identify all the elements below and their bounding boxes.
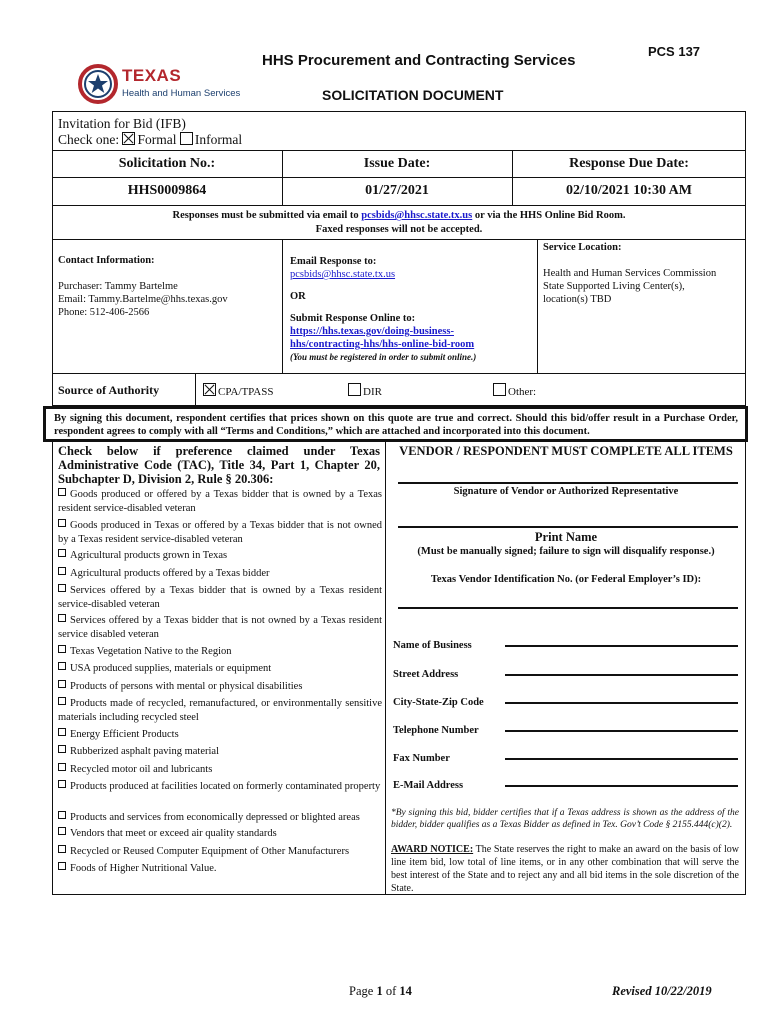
business-name-input[interactable] [505, 645, 738, 647]
pref-checkbox[interactable] [58, 680, 66, 688]
check-one-row [58, 132, 242, 148]
pref-checkbox[interactable] [58, 519, 66, 527]
street-address-label: Street Address [393, 669, 459, 680]
preference-item[interactable]: Services offered by a Texas bidder that is not owned by a Texas resident service disabled veteran [58, 615, 382, 640]
authority-label: Source of Authority [58, 383, 160, 397]
telephone-input[interactable] [505, 730, 738, 732]
city-state-zip-label: City-State-Zip Code [393, 697, 484, 708]
email-response-block [290, 255, 535, 364]
tvid-line[interactable] [398, 607, 738, 609]
formal-label: Formal [137, 132, 177, 147]
preference-item[interactable]: Foods of Higher Nutritional Value. [58, 862, 382, 876]
preference-heading: Check below if preference claimed under Texas Administrative Code (TAC), Title 34, Part 1, Chapter 20, Subchapter D, Division 2, Rule § 20.306: [58, 444, 380, 486]
email-input[interactable] [505, 785, 738, 787]
document-subtitle: SOLICITATION DOCUMENT [322, 87, 504, 103]
print-name-line[interactable] [398, 526, 738, 528]
page-title: HHS Procurement and Contracting Services [262, 52, 576, 69]
award-text: The State reserves the right to make an award on the basis of low line item bid, low total of line items, or in any other combination that will serve the best interest of the State and to reject any and all bid items in the sole discretion of the State. [391, 844, 739, 894]
cpa-label: CPA/TPASS [218, 386, 274, 398]
authority-other [493, 383, 536, 398]
pref-checkbox[interactable] [58, 763, 66, 771]
invitation-type: Invitation for Bid (IFB) [58, 116, 186, 131]
cpa-checkbox[interactable] [203, 383, 216, 396]
other-checkbox[interactable] [493, 383, 506, 396]
formal-checkbox[interactable] [122, 132, 135, 145]
authority-cpa [203, 383, 273, 398]
email-response-heading: Email Response to: [290, 256, 377, 267]
manual-sign-note: (Must be manually signed; failure to sign will disqualify response.) [417, 546, 715, 557]
pref-checkbox[interactable] [58, 662, 66, 670]
dir-label: DIR [363, 386, 382, 398]
pref-checkbox[interactable] [58, 697, 66, 705]
service-location-line2: State Supported Living Center(s), [543, 281, 685, 292]
form-code: PCS 137 [648, 44, 701, 59]
service-location-line3: location(s) TBD [543, 294, 612, 305]
print-name-label: Print Name [534, 530, 598, 544]
submission-note [52, 209, 746, 237]
revised-date: Revised 10/22/2019 [612, 984, 712, 998]
online-note: (You must be registered in order to submit online.) [290, 352, 477, 362]
fax-input[interactable] [505, 758, 738, 760]
city-state-zip-input[interactable] [505, 702, 738, 704]
preference-item[interactable]: Goods produced or offered by a Texas bidder that is owned by a Texas resident service-disabled veteran [58, 489, 382, 514]
service-location-block [543, 241, 743, 306]
pref-checkbox[interactable] [58, 862, 66, 870]
preference-item[interactable]: Agricultural products grown in Texas [58, 549, 382, 563]
preference-item[interactable]: Products of persons with mental or physical disabilities [58, 680, 382, 694]
purchaser-email[interactable]: Email: Tammy.Bartelme@hhs.texas.gov [58, 294, 228, 305]
pref-checkbox[interactable] [58, 845, 66, 853]
informal-checkbox[interactable] [180, 132, 193, 145]
business-name-label: Name of Business [393, 640, 472, 651]
logo-texas: TEXAS [122, 66, 182, 85]
street-address-input[interactable] [505, 674, 738, 676]
solicitation-no-label: Solicitation No.: [118, 156, 216, 171]
pref-checkbox[interactable] [58, 645, 66, 653]
texas-seal-icon [78, 64, 118, 104]
submission-text-before: Responses must be submitted via email to [172, 210, 362, 221]
online-bid-room-link[interactable]: https://hhs.texas.gov/doing-business- [290, 326, 454, 337]
pref-checkbox[interactable] [58, 584, 66, 592]
vendor-heading: VENDOR / RESPONDENT MUST COMPLETE ALL ITEMS [399, 444, 733, 458]
pref-checkbox[interactable] [58, 827, 66, 835]
pref-checkbox[interactable] [58, 780, 66, 788]
response-due-value: 02/10/2021 10:30 AM [566, 183, 692, 198]
preference-item[interactable]: Products produced at facilities located on formerly contaminated property [58, 780, 382, 794]
award-label: AWARD NOTICE: [391, 844, 474, 855]
preference-item[interactable]: Rubberized asphalt paving material [58, 745, 382, 759]
solicitation-no-value: HHS0009864 [127, 183, 207, 198]
preference-item[interactable]: Recycled or Reused Computer Equipment of Other Manufacturers [58, 845, 382, 859]
signature-label: Signature of Vendor or Authorized Representative [453, 486, 679, 497]
dir-checkbox[interactable] [348, 383, 361, 396]
check-one-label: Check one: [58, 132, 120, 147]
submission-email-link[interactable]: pcsbids@hhsc.state.tx.us [361, 210, 473, 221]
preference-item[interactable]: USA produced supplies, materials or equipment [58, 662, 382, 676]
preference-item[interactable]: Products made of recycled, remanufactured, or environmentally sensitive materials including recycled steel [58, 698, 382, 723]
email-label: E-Mail Address [393, 780, 464, 791]
award-notice [391, 843, 739, 895]
preference-item[interactable]: Texas Vegetation Native to the Region [58, 645, 382, 659]
tvid-label: Texas Vendor Identification No. (or Federal Employer’s ID): [430, 574, 702, 585]
preference-item[interactable]: Services offered by a Texas bidder that is owned by a Texas resident service-disabled veteran [58, 585, 382, 610]
purchaser-name: Purchaser: Tammy Bartelme [58, 281, 178, 292]
logo-hhs: Health and Human Services [122, 88, 241, 99]
email-response-link[interactable]: pcsbids@hhsc.state.tx.us [290, 269, 396, 280]
service-location-heading: Service Location: [543, 242, 622, 253]
pref-checkbox[interactable] [58, 488, 66, 496]
pref-checkbox[interactable] [58, 745, 66, 753]
response-due-label: Response Due Date: [569, 156, 689, 171]
online-bid-room-link-cont[interactable]: hhs/contracting-hhs/hhs-online-bid-room [290, 339, 475, 350]
preference-item[interactable]: Agricultural products offered by a Texas bidder [58, 567, 382, 581]
issue-date-value: 01/27/2021 [365, 183, 429, 198]
signature-line[interactable] [398, 482, 738, 484]
submission-text-after: or via the HHS Online Bid Room. [472, 210, 626, 221]
pref-checkbox[interactable] [58, 549, 66, 557]
preference-item[interactable]: Vendors that meet or exceed air quality standards [58, 827, 382, 841]
fax-note: Faxed responses will not be accepted. [315, 224, 483, 235]
bidder-note: *By signing this bid, bidder certifies that if a Texas address is shown as the address of the bidder, bidder qualifies as a Texas Bidder as defined in Tex. Gov’t Code § 2155.444(c)(2). [391, 808, 739, 830]
pref-checkbox[interactable] [58, 614, 66, 622]
pref-checkbox[interactable] [58, 728, 66, 736]
fax-label: Fax Number [393, 753, 450, 764]
preference-item[interactable]: Goods produced in Texas or offered by a Texas bidder that is not owned by a Texas resident service-disabled veteran [58, 520, 382, 545]
online-heading: Submit Response Online to: [290, 313, 416, 324]
contact-details [58, 280, 228, 319]
informal-label: Informal [194, 132, 243, 147]
service-location-line1: Health and Human Services Commission [543, 268, 717, 279]
or-label: OR [290, 291, 306, 302]
purchaser-phone: Phone: 512-406-2566 [58, 307, 150, 318]
certification-text: By signing this document, respondent certifies that prices shown on this quote are true and correct. Should this bid/offer result in a Purchase Order, respondent agrees to comply with all “Terms and Conditions,” which are attached and incorporated into this document. [54, 413, 738, 437]
contact-heading: Contact Information: [58, 255, 155, 266]
telephone-label: Telephone Number [393, 725, 479, 736]
preference-item[interactable]: Recycled motor oil and lubricants [58, 763, 382, 777]
hhs-logo [78, 64, 241, 106]
authority-dir [348, 383, 382, 398]
other-label: Other: [508, 386, 537, 398]
preference-item[interactable]: Products and services from economically depressed or blighted areas [58, 811, 382, 825]
pref-checkbox[interactable] [58, 811, 66, 819]
page-number: Page 1 of 14 [349, 984, 412, 998]
pref-checkbox[interactable] [58, 567, 66, 575]
preference-item[interactable]: Energy Efficient Products [58, 728, 382, 742]
issue-date-label: Issue Date: [363, 156, 431, 171]
